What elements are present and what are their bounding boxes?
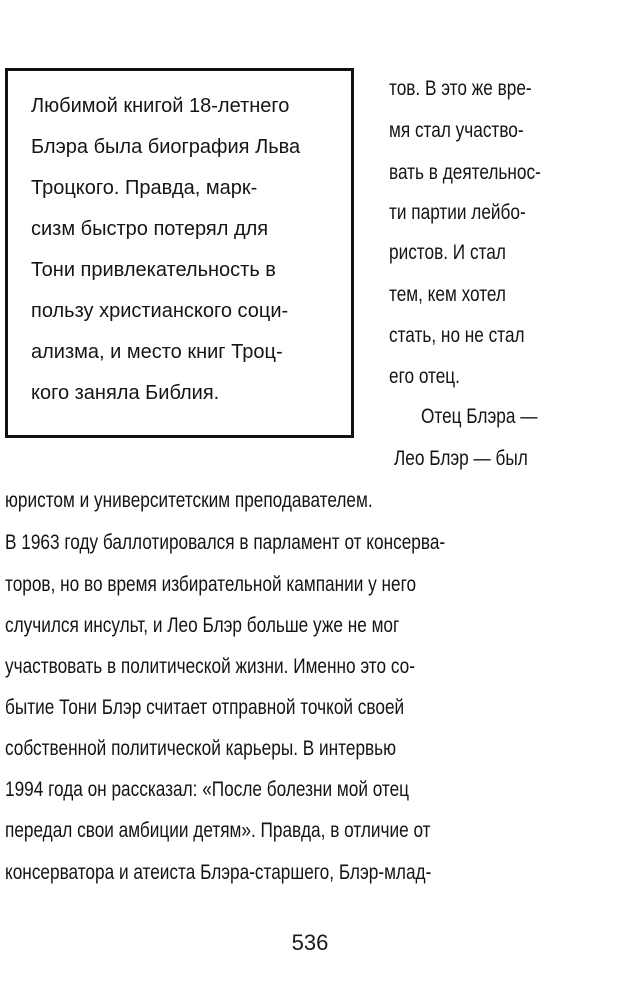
body-text-line: собственной политической карьеры. В интервью <box>5 737 397 760</box>
body-text-line: передал свои амбиции детям». Правда, в отличие от <box>5 819 431 842</box>
sidebar-box <box>5 68 354 438</box>
body-text-line: тов. В это же вре- <box>389 77 532 100</box>
body-text-line: мя стал участво- <box>389 119 524 142</box>
body-text-line: бытие Тони Блэр считает отправной точкой своей <box>5 696 405 719</box>
page-number: 536 <box>291 930 329 955</box>
body-text-line: его отец. <box>389 365 460 388</box>
body-text-line: вать в деятельнос- <box>389 161 541 184</box>
body-text-line: консерватора и атеиста Блэра-старшего, Блэр-млад- <box>5 861 432 884</box>
body-text-line: случился инсульт, и Лео Блэр больше уже не мог <box>5 614 400 637</box>
sidebar-line: пользу христианского соци- <box>31 300 289 322</box>
body-text-line: В 1963 году баллотировался в парламент от консерва- <box>5 531 446 554</box>
body-text-line: тем, кем хотел <box>389 283 506 306</box>
body-text-line: ти партии лейбо- <box>389 201 526 224</box>
sidebar-line: Любимой книгой 18-летнего <box>31 95 290 117</box>
body-text-line: ристов. И стал <box>389 241 506 264</box>
body-text-line: 1994 года он рассказал: «После болезни мой отец <box>5 778 410 801</box>
body-text-line: участвовать в политической жизни. Именно это со- <box>5 655 415 678</box>
body-text-line: Лео Блэр — был <box>394 447 528 470</box>
sidebar-line: Троцкого. Правда, марк- <box>31 177 258 199</box>
sidebar-line: Тони привлекательность в <box>31 259 276 281</box>
sidebar-line: кого заняла Библия. <box>31 382 220 404</box>
sidebar-line: сизм быстро потерял для <box>31 218 269 240</box>
sidebar-line: Блэра была биография Льва <box>31 136 301 158</box>
body-text-line: стать, но не стал <box>389 324 525 347</box>
sidebar-line: ализма, и место книг Троц- <box>31 341 283 363</box>
body-text-line: юристом и университетским преподавателем. <box>5 489 373 512</box>
body-text-line: Отец Блэра — <box>421 405 538 428</box>
body-text-line: торов, но во время избирательной кампании у него <box>5 573 417 596</box>
